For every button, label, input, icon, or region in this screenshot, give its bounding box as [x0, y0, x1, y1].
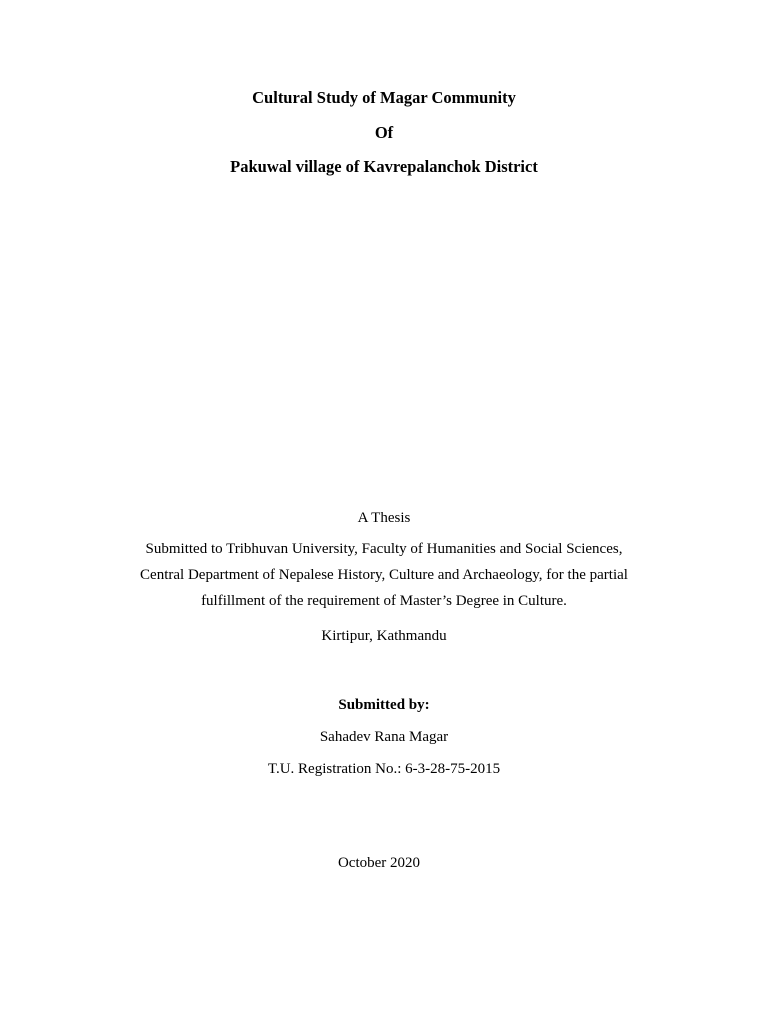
- location: Kirtipur, Kathmandu: [321, 628, 447, 644]
- title-line-1: Cultural Study of Magar Community: [252, 88, 516, 107]
- submission-line-1: Submitted to Tribhuvan University, Faculty of Humanities and Social Sciences,: [145, 541, 623, 557]
- title-line-3: Pakuwal village of Kavrepalanchok District: [230, 157, 538, 176]
- title-line-2: Of: [374, 123, 394, 142]
- registration-number: T.U. Registration No.: 6-3-28-75-2015: [267, 761, 501, 777]
- submission-line-2: Central Department of Nepalese History, Culture and Archaeology, for the partial: [140, 567, 628, 583]
- submitter-name: Sahadev Rana Magar: [319, 729, 449, 745]
- submission-date: October 2020: [337, 855, 421, 871]
- submitted-by-heading: Submitted by:: [338, 697, 430, 713]
- thesis-label: A Thesis: [357, 510, 411, 526]
- submission-line-3: fulfillment of the requirement of Master’s Degree in Culture.: [201, 593, 567, 609]
